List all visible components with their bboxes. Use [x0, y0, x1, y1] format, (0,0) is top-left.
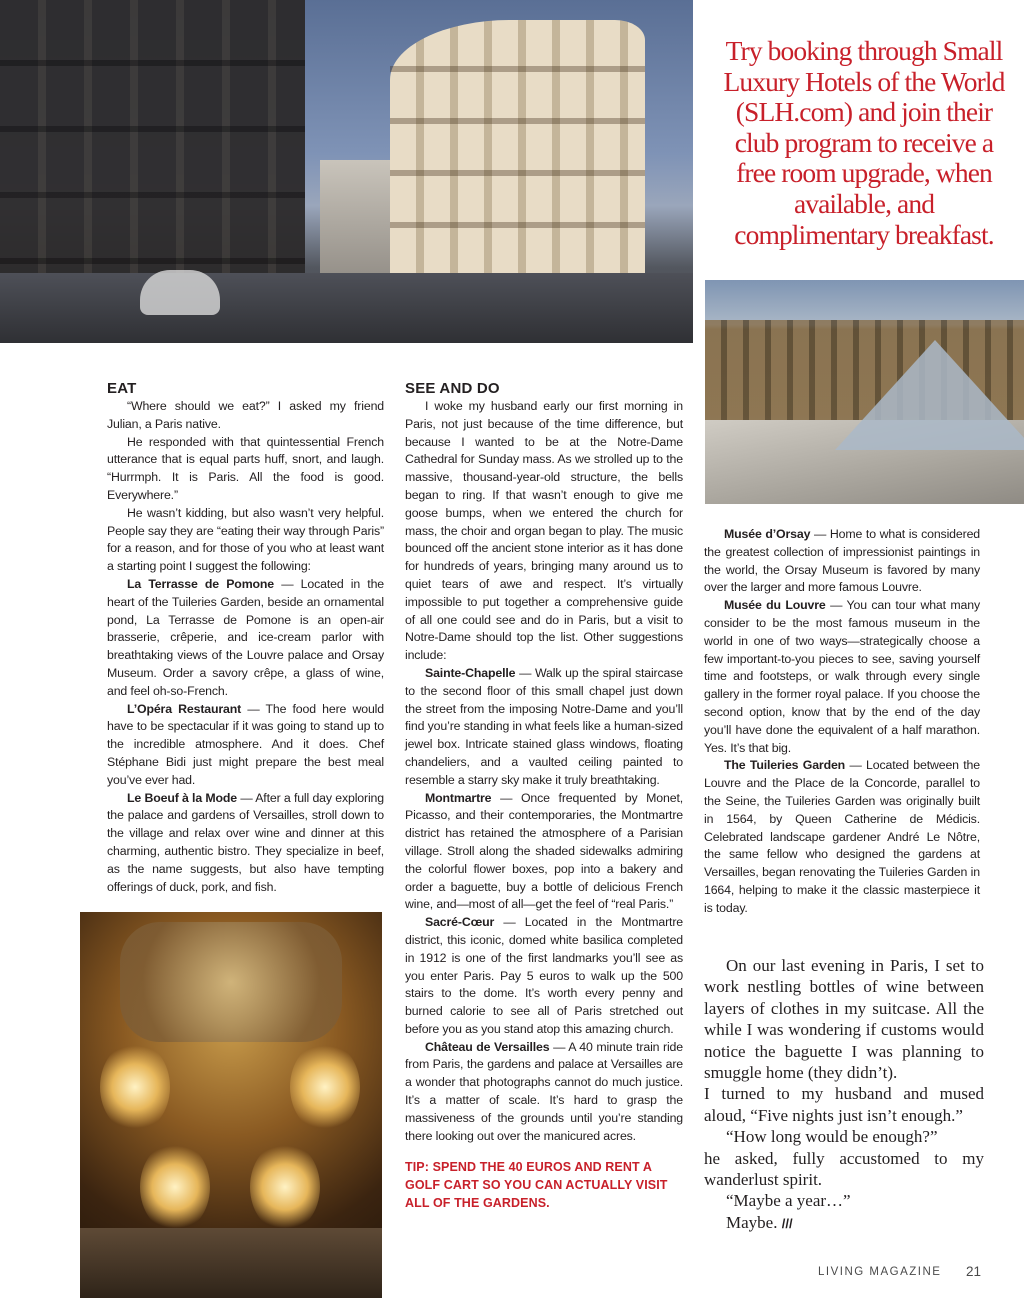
see-item-name: Sacré-Cœur — [425, 915, 495, 930]
opera-grand-foyer-photo — [80, 912, 382, 1298]
see-item-name: Montmartre — [425, 790, 492, 805]
photo-chandelier — [140, 1142, 210, 1232]
see-and-do-section — [405, 380, 683, 1213]
museum-item-name: Musée d’Orsay — [724, 527, 811, 541]
eat-paragraph: He wasn’t kidding, but also wasn’t very helpful. People say they are “eating their way through Paris” for a reason, and for those of you who at least want a starting point I suggest the following: — [107, 505, 384, 574]
tip-callout: TIP: SPEND THE 40 EUROS AND RENT A GOLF CART SO YOU CAN ACTUALLY VISIT ALL OF THE GARDENS. — [405, 1160, 668, 1211]
museum-item-name: The Tuileries Garden — [724, 758, 846, 773]
photo-scooter — [140, 270, 220, 315]
eat-paragraph: “Where should we eat?” I asked my friend Julian, a Paris native. — [107, 399, 384, 431]
see-paragraph: I woke my husband early our first morning in Paris, not just because of the time difference, but because I wanted to be at the Notre-Dame Cathedral for Sunday mass. As we strolled up to the massive, thousand-year-old structure, the bells began to ring. If that wasn’t enough to give me goose bumps, when we entered the church for mass, the choir and organ began to play. The music bounced off the ancient stone interior as it has done for hundreds of years, bringing many around us to quiet tears of awe and respect. It’s virtually impossible to put together a comprehensive guide of all one could see and do in Paris, but a visit to Notre-Dame should top the list. Other suggestions include: — [405, 399, 683, 663]
photo-building-back — [320, 160, 400, 290]
eat-section — [107, 380, 384, 896]
photo-chandelier — [100, 1042, 170, 1132]
see-heading: SEE AND DO — [405, 380, 500, 397]
eat-item — [107, 790, 384, 897]
eat-paragraph: He responded with that quintessential French utterance that is equal parts huff, snort, and laugh. “Hurrmph. It is Paris. All the food is good. Everywhere.” — [107, 434, 384, 502]
photo-glass-pyramid — [835, 340, 1024, 450]
see-item — [405, 914, 683, 1039]
closing-paragraph: he asked, fully accustomed to my wanderlust spirit. — [704, 1148, 984, 1190]
museum-item-text: — Home to what is considered the greatest collection of impressionist paintings in the world, the Orsay Museum is favored by many over the larger and more famous Louvre. — [704, 527, 980, 595]
see-item-text: — A 40 minute train ride from Paris, the gardens and palace at Versailles are a wonder that photographs cannot do much justice. It’s a matter of scale. It’s hard to grasp the massiveness of the grounds until you’re standing there looking out over the manicured acres. — [405, 1039, 683, 1143]
eat-item-text: — Located in the heart of the Tuileries Garden, beside an ornamental pond, La Terrasse de Pomone is an open-air brasserie, crêperie, and ice-cream parlor with breathtaking views of the Louvre palace and Orsay Museum. Order a savory crêpe, a glass of wine, and feel oh-so-French. — [107, 576, 384, 698]
see-item-text: — Walk up the spiral staircase to the second floor of this small chapel just down the street from the imposing Notre-Dame and you’ll find you’re standing in what feels like a human-sized jewel box. Intricate stained glass windows, floating chandeliers, and a vaulted ceiling painted to resemble a starry sky make it truly breathtaking. — [405, 665, 683, 787]
louvre-pyramid-photo — [705, 280, 1024, 504]
photo-chandelier — [250, 1142, 320, 1232]
photo-chandelier — [290, 1042, 360, 1132]
see-item — [405, 790, 683, 915]
page-footer — [818, 1266, 983, 1278]
eat-item-name: La Terrasse de Pomone — [127, 576, 275, 591]
closing-last-word: Maybe. — [726, 1212, 778, 1232]
eat-item-text: — The food here would have to be spectacular if it was going to stand up to the incredible atmosphere. And it does. Chef Stéphane Bidi just might prepare the best meal you’ve ever had. — [107, 701, 384, 787]
end-mark-icon: /// — [781, 1215, 793, 1231]
museum-item — [704, 597, 980, 757]
closing-paragraph: I turned to my husband and mused aloud, “Five nights just isn’t enough.” — [704, 1084, 984, 1125]
museum-item-text: — Located between the Louvre and the Place de la Concorde, parallel to the Seine, the Tuileries Garden was originally built in 1564, by Queen Catherine de Médicis. Celebrated landscape gardener André Le Nôtre, the same fellow who designed the gardens at Versailles, began renovating the Tuileries Garden in 1664, helping to make it the classic masterpiece it is today. — [704, 758, 980, 915]
see-item-text: — Once frequented by Monet, Picasso, and their contemporaries, the Montmartre district has retained the atmosphere of a Parisian village. Stroll along the shaded sidewalks admiring the colorful flower boxes, pop into a bakery and order a baguette, buy a bottle of delicious French wine, and—most of all—get the feel of “real Paris.” — [405, 790, 683, 912]
closing-paragraph: “How long would be enough?” — [726, 1127, 938, 1147]
eat-item-name: L’Opéra Restaurant — [127, 701, 242, 716]
eat-heading: EAT — [107, 380, 137, 397]
photo-street — [0, 273, 693, 343]
closing-paragraph — [704, 1212, 984, 1234]
eat-body — [107, 398, 384, 896]
see-item — [405, 1039, 683, 1146]
see-body — [405, 398, 683, 1145]
eat-item-name: Le Boeuf à la Mode — [127, 790, 238, 805]
photo-painted-ceiling — [120, 922, 342, 1042]
pull-quote: Try booking through Small Luxury Hotels of the World (SLH.com) and join their club program to receive a free room upgrade, when available, and complimentary breakfast. — [723, 35, 1005, 250]
museum-item — [704, 757, 980, 917]
eat-item-text: — After a full day exploring the palace and gardens of Versailles, stroll down to the village and relax over wine and dinner at this charming, authentic bistro. They specialize in beef, as the name suggests, but also have tempting offerings of duck, pork, and fish. — [107, 790, 384, 894]
hotel-photo — [0, 0, 693, 343]
see-item-text: — Located in the Montmartre district, this iconic, domed white basilica completed in 1912 is one of the first landmarks you’ll see as you enter Paris. Pay 5 euros to walk up the 500 stairs to the dome. It’s worth every penny and burned calorie to see all of Paris stretched out before you as you stand atop this amazing church. — [405, 915, 683, 1036]
museum-item-name: Musée du Louvre — [724, 598, 826, 613]
closing-paragraph: “Maybe a year…” — [726, 1191, 851, 1211]
closing-passage — [704, 955, 984, 1234]
eat-item — [107, 576, 384, 701]
museum-item-text: — You can tour what many consider to be the most famous museum in the world in one of two ways—strategically choose a few important-to-you pieces to see, saving yourself time and footsteps, or walk through every single gallery in the former royal palace. If you choose the second option, know that by the end of the day you’ll have done the equivalent of a half marathon. Yes. It’s that big. — [704, 598, 980, 755]
museums-body — [704, 526, 980, 918]
closing-paragraph: On our last evening in Paris, I set to work nestling bottles of wine between layers of clothes in my suitcase. All the while I was wondering if customs would notice the baguette I was planning to smuggle home (they didn’t). — [704, 956, 984, 1083]
eat-item — [107, 701, 384, 790]
museum-item — [704, 526, 980, 597]
see-item-name: Château de Versailles — [425, 1039, 550, 1054]
museums-section — [704, 526, 980, 918]
see-item — [405, 665, 683, 790]
page-number: 21 — [965, 1264, 981, 1279]
see-item-name: Sainte-Chapelle — [425, 665, 516, 680]
photo-floor — [80, 1228, 382, 1298]
magazine-name: LIVING MAGAZINE — [818, 1266, 942, 1278]
